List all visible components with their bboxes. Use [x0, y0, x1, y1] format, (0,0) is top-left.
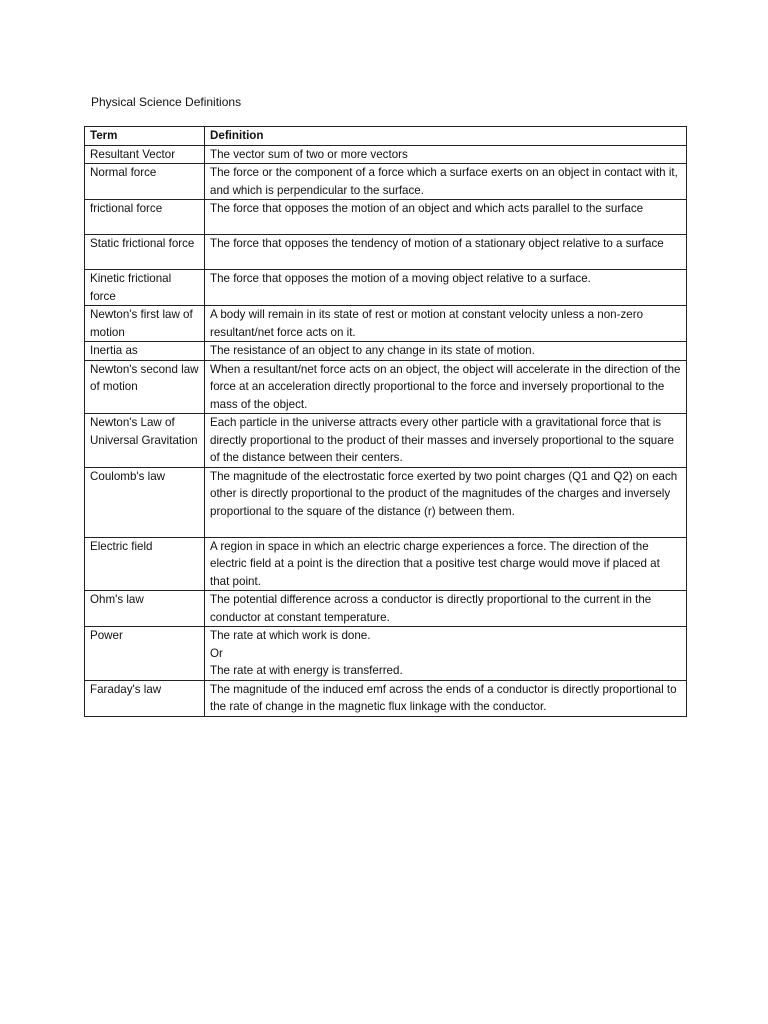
table-row — [85, 200, 687, 235]
table-row — [85, 414, 687, 468]
table-row — [85, 627, 687, 681]
table-row — [85, 306, 687, 342]
definition-cell: When a resultant/net force acts on an object, the object will accelerate in the direction of the force at an acceleration directly proportional to the force and inversely proportional to the mass of the object. — [205, 360, 687, 414]
definition-cell: The rate at which work is done. Or The rate at with energy is transferred. — [205, 627, 687, 681]
table-header-row — [85, 127, 687, 146]
definition-cell: Each particle in the universe attracts every other particle with a gravitational force that is directly proportional to the product of their masses and inversely proportional to the square of the distance between their centers. — [205, 414, 687, 468]
definition-cell: The force that opposes the tendency of motion of a stationary object relative to a surface — [205, 235, 687, 270]
table-row — [85, 342, 687, 361]
header-term: Term — [85, 127, 205, 146]
definition-cell: The potential difference across a conductor is directly proportional to the current in the conductor at constant temperature. — [205, 591, 687, 627]
table-row — [85, 235, 687, 270]
term-cell: Coulomb's law — [85, 467, 205, 537]
definition-cell: The force or the component of a force which a surface exerts on an object in contact with it, and which is perpendicular to the surface. — [205, 164, 687, 200]
table-row — [85, 164, 687, 200]
term-cell: Power — [85, 627, 205, 681]
definition-cell: The vector sum of two or more vectors — [205, 145, 687, 164]
definitions-table — [84, 126, 687, 717]
document-title: Physical Science Definitions — [91, 95, 242, 109]
term-cell: frictional force — [85, 200, 205, 235]
definition-cell: The force that opposes the motion of a moving object relative to a surface. — [205, 270, 687, 306]
table-row — [85, 270, 687, 306]
term-cell: Newton's first law of motion — [85, 306, 205, 342]
header-definition: Definition — [205, 127, 687, 146]
table-row — [85, 467, 687, 537]
term-cell: Normal force — [85, 164, 205, 200]
definition-cell: A region in space in which an electric charge experiences a force. The direction of the electric field at a point is the direction that a positive test charge would move if placed at that point. — [205, 537, 687, 591]
definition-cell: A body will remain in its state of rest or motion at constant velocity unless a non-zero resultant/net force acts on it. — [205, 306, 687, 342]
term-cell: Resultant Vector — [85, 145, 205, 164]
term-cell: Inertia as — [85, 342, 205, 361]
term-cell: Ohm's law — [85, 591, 205, 627]
term-cell: Faraday's law — [85, 680, 205, 716]
table-row — [85, 680, 687, 716]
definition-cell: The resistance of an object to any change in its state of motion. — [205, 342, 687, 361]
definition-cell: The magnitude of the electrostatic force exerted by two point charges (Q1 and Q2) on each other is directly proportional to the product of the magnitudes of the charges and inversely proportional to the square of the distance (r) between them. — [205, 467, 687, 537]
table-row — [85, 591, 687, 627]
table-row — [85, 360, 687, 414]
table-row — [85, 145, 687, 164]
table-row — [85, 537, 687, 591]
term-cell: Static frictional force — [85, 235, 205, 270]
term-cell: Kinetic frictional force — [85, 270, 205, 306]
definition-cell: The force that opposes the motion of an object and which acts parallel to the surface — [205, 200, 687, 235]
definition-cell: The magnitude of the induced emf across the ends of a conductor is directly proportional to the rate of change in the magnetic flux linkage with the conductor. — [205, 680, 687, 716]
term-cell: Newton's second law of motion — [85, 360, 205, 414]
term-cell: Electric field — [85, 537, 205, 591]
term-cell: Newton's Law of Universal Gravitation — [85, 414, 205, 468]
